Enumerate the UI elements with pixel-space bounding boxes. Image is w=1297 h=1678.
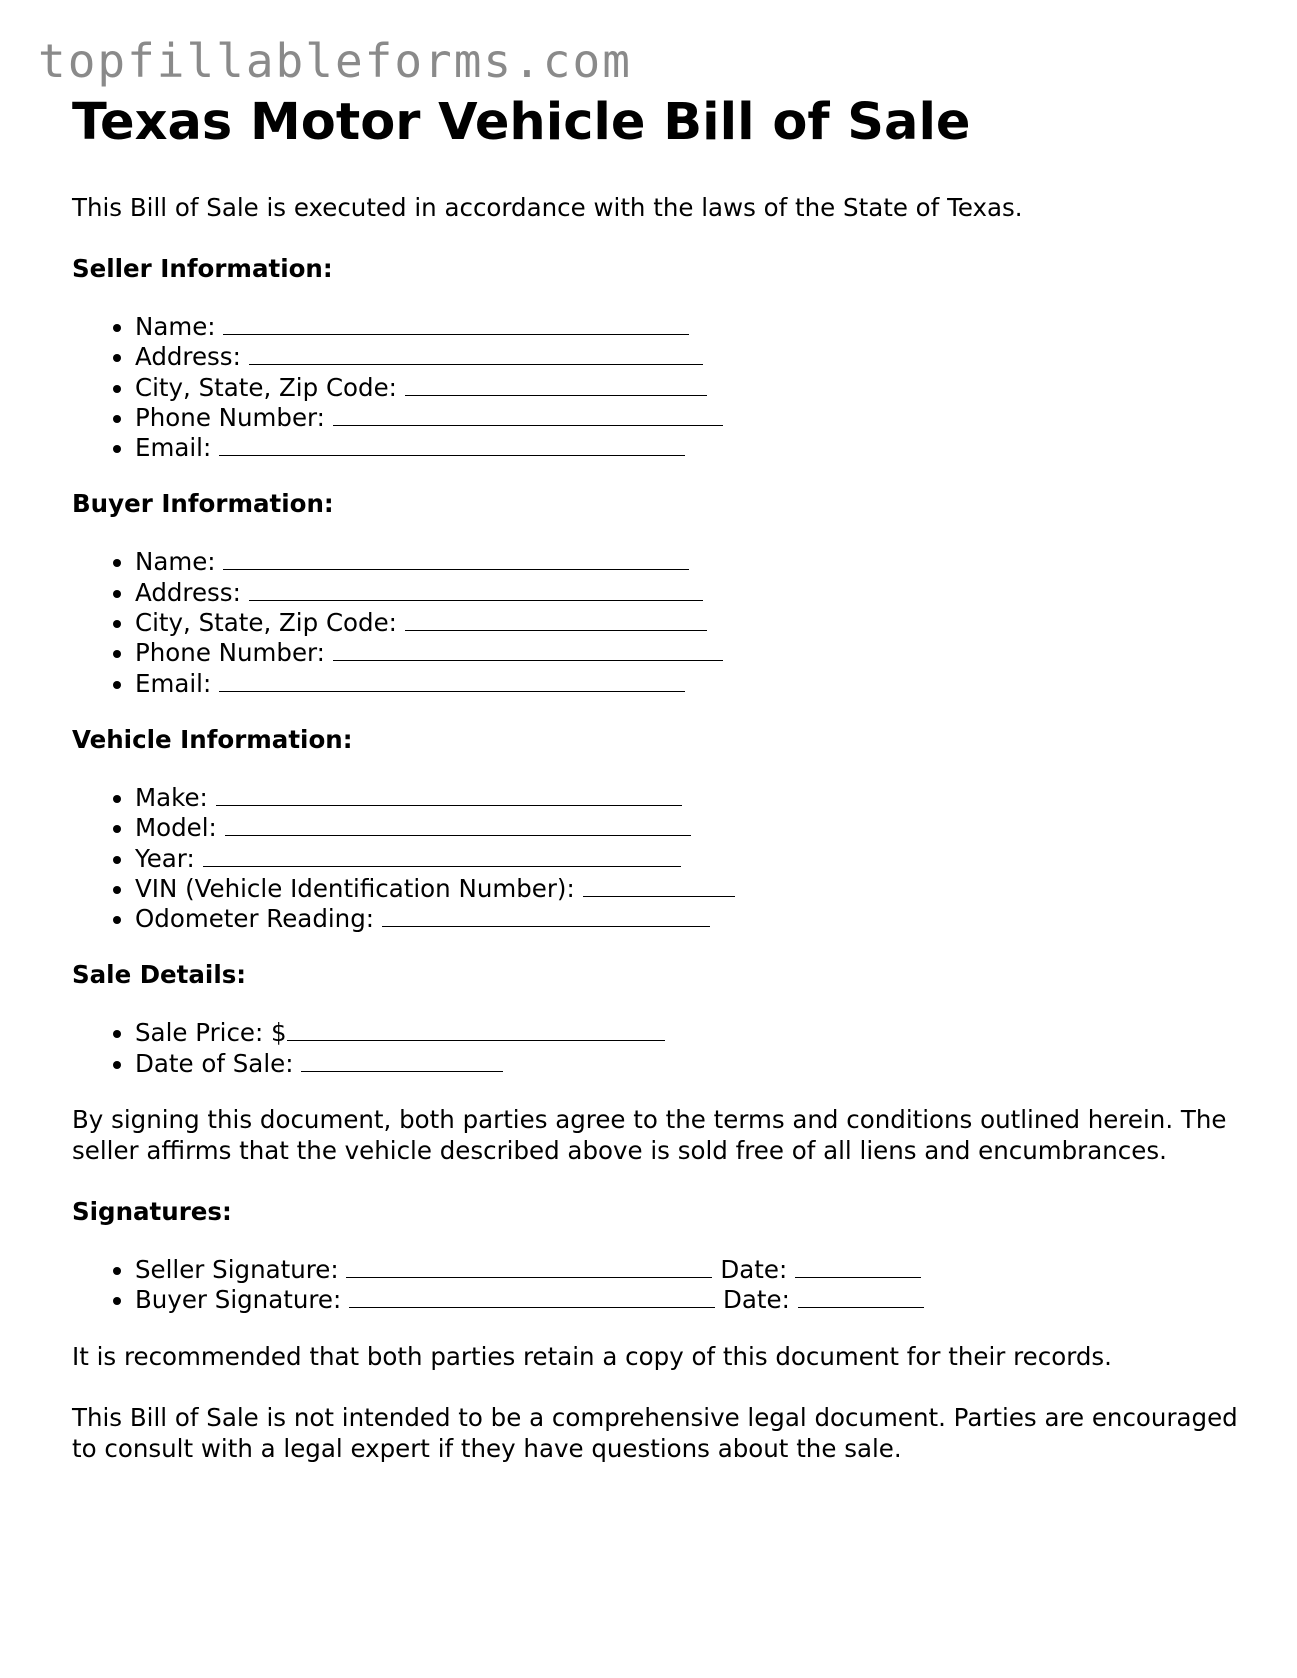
vehicle-model-item (135, 813, 1252, 843)
vehicle-model-label: Model: (135, 813, 217, 843)
vehicle-year-field[interactable] (203, 844, 681, 867)
seller-address-field[interactable] (249, 342, 703, 365)
buyer-name-item (135, 547, 1252, 577)
buyer-signature-field[interactable] (349, 1285, 715, 1308)
buyer-city-state-zip-label: City, State, Zip Code: (135, 608, 397, 638)
buyer-signature-item (135, 1285, 1252, 1315)
seller-list (72, 312, 1252, 463)
intro-paragraph: This Bill of Sale is executed in accordance with the laws of the State of Texas. (72, 193, 1023, 222)
vehicle-vin-field[interactable] (583, 874, 735, 897)
seller-email-label: Email: (135, 433, 212, 463)
vehicle-odometer-field[interactable] (382, 904, 710, 927)
vehicle-vin-item (135, 874, 1252, 904)
vehicle-list (72, 783, 1252, 934)
seller-phone-item (135, 403, 1252, 433)
sale-date-item (135, 1049, 1252, 1079)
buyer-name-label: Name: (135, 547, 216, 577)
sale-heading: Sale Details: (72, 960, 247, 990)
seller-phone-label: Phone Number: (135, 402, 325, 432)
seller-name-label: Name: (135, 312, 216, 341)
buyer-address-label: Address: (135, 577, 241, 607)
vehicle-odometer-item (135, 904, 1252, 934)
buyer-city-state-zip-item (135, 608, 1252, 638)
sale-price-field[interactable] (287, 1018, 665, 1041)
vehicle-make-label: Make: (135, 782, 208, 812)
seller-signature-field[interactable] (346, 1255, 712, 1278)
seller-city-state-zip-item (135, 373, 1252, 403)
document-title: Texas Motor Vehicle Bill of Sale (72, 93, 971, 152)
vehicle-vin-label: VIN (Vehicle Identification Number): (135, 873, 575, 903)
seller-city-state-zip-label: City, State, Zip Code: (135, 372, 397, 402)
seller-phone-field[interactable] (333, 403, 723, 426)
seller-city-state-zip-field[interactable] (405, 373, 707, 396)
buyer-name-field[interactable] (223, 547, 689, 570)
buyer-heading: Buyer Information: (72, 489, 334, 519)
buyer-signature-date-field[interactable] (798, 1285, 924, 1308)
seller-signature-item (135, 1255, 1252, 1285)
seller-signature-label: Seller Signature: (135, 1255, 339, 1285)
vehicle-heading: Vehicle Information: (72, 724, 353, 754)
vehicle-make-field[interactable] (216, 783, 682, 806)
sale-price-item (135, 1018, 1252, 1048)
buyer-phone-label: Phone Number: (135, 638, 325, 668)
sale-list (72, 1018, 1252, 1079)
disclaimer-paragraph: This Bill of Sale is not intended to be a comprehensive legal document. Parties are encouraged to consult with a legal expert if they have questions about the sale. (72, 1402, 1238, 1463)
vehicle-year-label: Year: (135, 843, 195, 873)
buyer-signature-label: Buyer Signature: (135, 1285, 342, 1315)
buyer-signature-date-label: Date: (723, 1285, 790, 1315)
sale-price-label: Sale Price: $ (135, 1018, 287, 1048)
vehicle-odometer-label: Odometer Reading: (135, 904, 375, 934)
seller-email-field[interactable] (219, 433, 685, 456)
seller-signature-date-field[interactable] (795, 1255, 921, 1278)
document-body (72, 92, 1252, 1494)
buyer-phone-item (135, 638, 1252, 668)
buyer-email-field[interactable] (219, 669, 685, 692)
buyer-phone-field[interactable] (333, 638, 723, 661)
vehicle-model-field[interactable] (225, 813, 691, 836)
buyer-address-item (135, 578, 1252, 608)
seller-address-label: Address: (135, 342, 241, 372)
seller-email-item (135, 433, 1252, 463)
sale-date-label: Date of Sale: (135, 1048, 294, 1078)
watermark-text: topfillableforms.com (38, 34, 632, 88)
seller-address-item (135, 342, 1252, 372)
vehicle-make-item (135, 783, 1252, 813)
sale-date-field[interactable] (301, 1049, 503, 1072)
buyer-email-label: Email: (135, 668, 212, 698)
buyer-city-state-zip-field[interactable] (405, 608, 707, 631)
seller-heading: Seller Information: (72, 254, 333, 283)
seller-name-item (135, 312, 1252, 342)
vehicle-year-item (135, 844, 1252, 874)
seller-name-field[interactable] (223, 312, 689, 335)
buyer-list (72, 547, 1252, 698)
signatures-heading: Signatures: (72, 1197, 232, 1227)
seller-signature-date-label: Date: (720, 1255, 788, 1285)
signatures-list (72, 1255, 1252, 1316)
buyer-address-field[interactable] (249, 578, 703, 601)
buyer-email-item (135, 669, 1252, 699)
retain-note: It is recommended that both parties retain a copy of this document for their records. (72, 1341, 1112, 1371)
agreement-paragraph: By signing this document, both parties agree to the terms and conditions outlined herein. The seller affirms that the vehicle described above is sold free of all liens and encumbrances. (72, 1105, 1227, 1166)
